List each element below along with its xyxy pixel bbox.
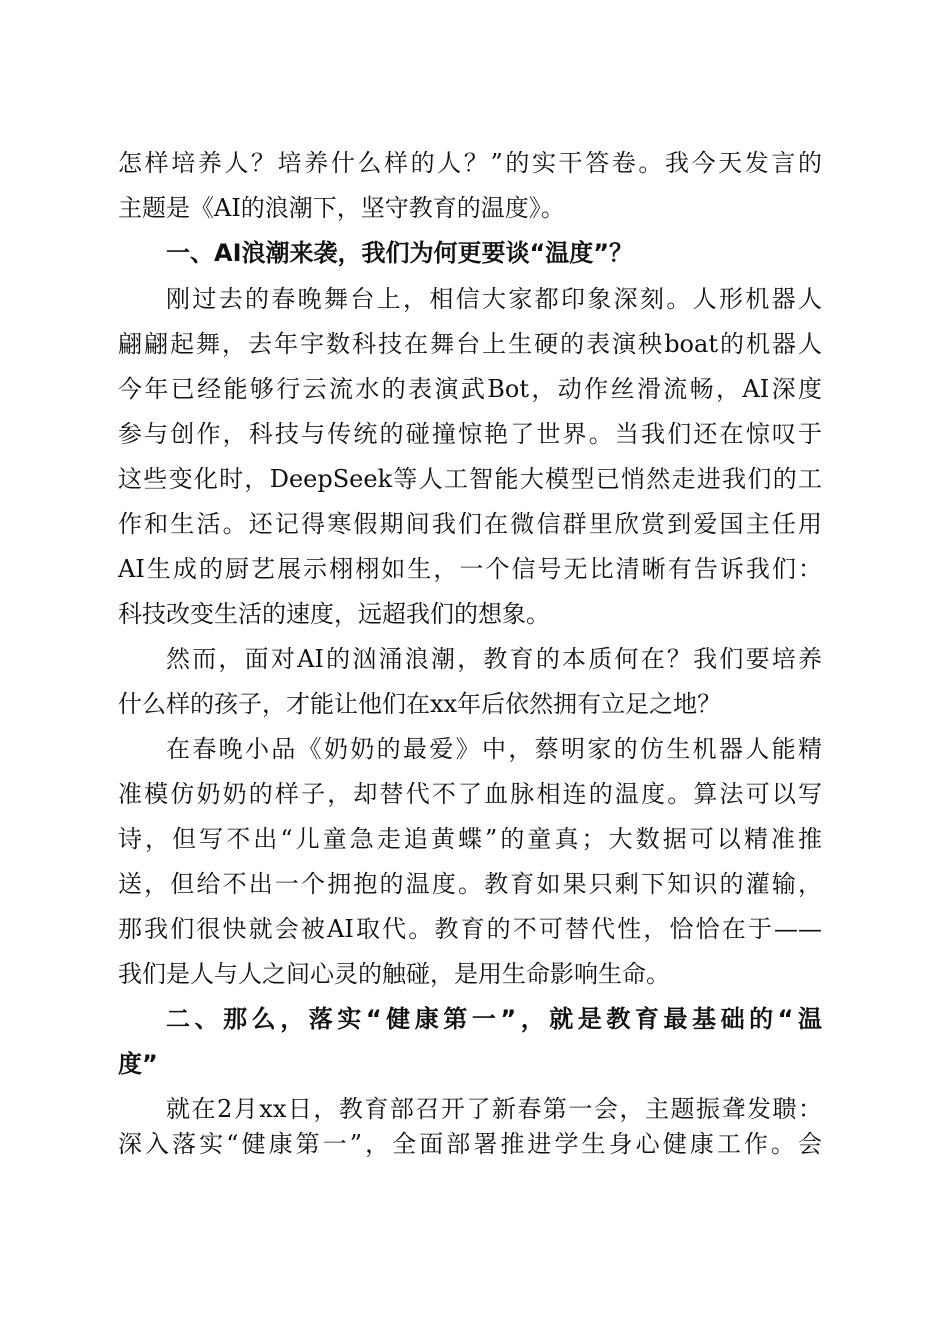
paragraph-line: AI生成的厨艺展示栩栩如生，一个信号无比清晰有告诉我们： xyxy=(118,555,822,583)
paragraph-line: 深入落实“健康第一”，全面部署推进学生身心健康工作。会 xyxy=(118,1130,822,1158)
paragraph-line: 刚过去的春晚舞台上，相信大家都印象深刻。人形机器人 xyxy=(166,285,822,313)
section-heading-line: 一、AI浪潮来袭，我们为何更要谈“温度”？ xyxy=(166,239,634,267)
paragraph-line: 科技改变生活的速度，远超我们的想象。 xyxy=(118,600,550,628)
section-heading-line: 二、那么，落实“健康第一”，就是教育最基础的“温 xyxy=(166,1005,822,1033)
paragraph-line: 诗，但写不出“儿童急走追黄蝶”的童真；大数据可以精准推 xyxy=(118,825,822,853)
paragraph-line: 参与创作，科技与传统的碰撞惊艳了世界。当我们还在惊叹于 xyxy=(118,420,822,448)
paragraph-line: 然而，面对AI的汹涌浪潮，教育的本质何在？我们要培养 xyxy=(166,645,822,673)
paragraph-line: 在春晚小品《奶奶的最爱》中，蔡明家的仿生机器人能精 xyxy=(166,735,822,763)
paragraph-line: 作和生活。还记得寒假期间我们在微信群里欣赏到爱国主任用 xyxy=(118,510,822,538)
paragraph-line: 那我们很快就会被AI取代。教育的不可替代性，恰恰在于—— xyxy=(118,915,822,943)
paragraph-line: 我们是人与人之间心灵的触碰，是用生命影响生命。 xyxy=(118,960,670,988)
paragraph-line: 就在2月xx日，教育部召开了新春第一会，主题振聋发聩： xyxy=(166,1095,822,1123)
paragraph-line: 翩翩起舞，去年宇数科技在舞台上生硬的表演秧boat的机器人 xyxy=(118,330,822,358)
paragraph-line: 今年已经能够行云流水的表演武Bot，动作丝滑流畅，AI深度 xyxy=(118,375,822,403)
section-heading-line: 度” xyxy=(118,1050,158,1078)
paragraph-line: 怎样培养人？培养什么样的人？”的实干答卷。我今天发言的 xyxy=(118,149,822,177)
paragraph-line: 送，但给不出一个拥抱的温度。教育如果只剩下知识的灌输， xyxy=(118,870,822,898)
paragraph-line: 什么样的孩子，才能让他们在xx年后依然拥有立足之地？ xyxy=(118,690,722,718)
paragraph-line: 准模仿奶奶的样子，却替代不了血脉相连的温度。算法可以写 xyxy=(118,780,822,808)
paragraph-line: 主题是《AI的浪潮下，坚守教育的温度》。 xyxy=(118,194,565,222)
paragraph-line: 这些变化时，DeepSeek等人工智能大模型已悄然走进我们的工 xyxy=(118,465,822,493)
